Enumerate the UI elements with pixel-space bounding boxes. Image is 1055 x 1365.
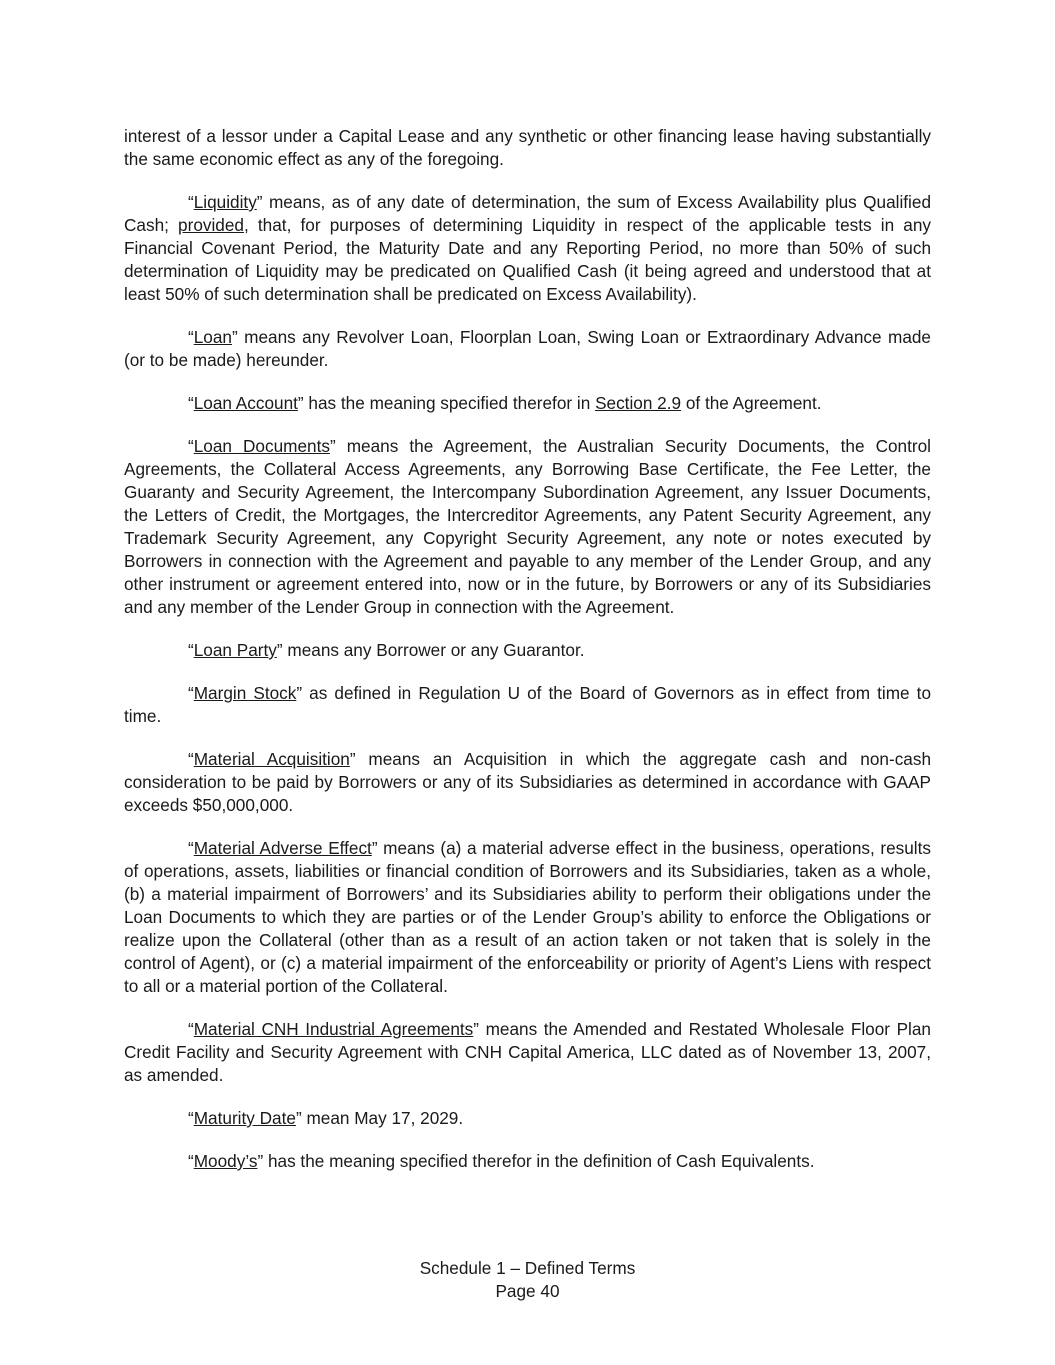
continuation-paragraph: interest of a lessor under a Capital Lease and any synthetic or other financing lease having substantially the same economic effect as any of the foregoing.	[124, 126, 931, 169]
defined-term: Material Adverse Effect	[193, 838, 372, 858]
definition-loan-documents: “Loan Documents” means the Agreement, the Australian Security Documents, the Control Agreements, the Collateral Access Agreements, any Borrowing Base Certificate, the Fee Letter, the Guaranty and Security Agreement, the Intercompany Subordination Agreement, any Issuer Documents, the Letters of Credit, the Mortgages, the Intercreditor Agreements, any Patent Security Agreement, any Trademark Security Agreement, any Copyright Security Agreement, any note or notes executed by Borrowers in connection with the Agreement and payable to any member of the Lender Group, and any other instrument or agreement entered into, now or in the future, by Borrowers or any of its Subsidiaries and any member of the Lender Group in connection with the Agreement.	[124, 436, 931, 617]
provided-proviso: provided	[178, 215, 244, 235]
definition-text: means, as of any date of determination, the sum of Excess Availability plus Qualified Cash;	[124, 192, 931, 235]
definition-text: means (a) a material adverse effect in the business, operations, results of operations, assets, liabilities or financial condition of Borrowers and its Subsidiaries, taken as a whole, (b) a material impairment of Borrowers’ and its Subsidiaries ability to perform their obligations under the Loan Documents to which they are parties or of the Lender Group’s ability to enforce the Obligations or realize upon the Collateral (other than as a result of an action taken or not taken that is solely in the control of Agent), or (c) a material impairment of the enforceability or priority of Agent’s Liens with respect to all or a material portion of the Collateral.	[124, 838, 931, 996]
definition-loan-account: “Loan Account” has the meaning specified therefor in Section 2.9 of the Agreement.	[188, 393, 822, 413]
definition-text: has the meaning specified therefor in the definition of Cash Equivalents.	[263, 1151, 815, 1171]
definition-text: has the meaning specified therefor in	[303, 393, 596, 413]
definition-text: means any Revolver Loan, Floorplan Loan, Swing Loan or Extraordinary Advance made (or to be made) hereunder.	[124, 327, 931, 370]
section-reference: Section 2.9	[595, 393, 682, 413]
definition-text: means the Amended and Restated Wholesale Floor Plan Credit Facility and Security Agreement with CNH Capital America, LLC dated as of November 13, 2007, as amended.	[124, 1019, 931, 1085]
definition-maturity-date: “Maturity Date” mean May 17, 2029.	[188, 1108, 464, 1128]
defined-term: Liquidity	[193, 192, 257, 212]
document-body	[124, 125, 931, 1193]
definition-loan: “Loan” means any Revolver Loan, Floorplan Loan, Swing Loan or Extraordinary Advance made (or to be made) hereunder.	[124, 327, 931, 370]
definition-text: means an Acquisition in which the aggregate cash and non-cash consideration to be paid by Borrowers or any of its Subsidiaries as determined in accordance with GAAP exceeds $50,000,000.	[124, 749, 931, 815]
defined-term: Material CNH Industrial Agreements	[193, 1019, 474, 1039]
definition-liquidity: “Liquidity” means, as of any date of determination, the sum of Excess Availability plus Qualified Cash; provided, that, for purposes of determining Liquidity in respect of the applicable tests in any Financial Covenant Period, the Maturity Date and any Reporting Period, no more than 50% of such determination of Liquidity may be predicated on Qualified Cash (it being agreed and understood that at least 50% of such determination shall be predicated on Excess Availability).	[124, 192, 931, 304]
defined-term: Maturity Date	[193, 1108, 296, 1128]
defined-term: Moody’s	[193, 1151, 258, 1171]
defined-term: Material Acquisition	[193, 749, 350, 769]
defined-term: Margin Stock	[193, 683, 297, 703]
definition-text: of the Agreement.	[681, 393, 822, 413]
definition-text: mean May 17, 2029.	[301, 1108, 464, 1128]
definition-moodys: “Moody’s” has the meaning specified therefor in the definition of Cash Equivalents.	[188, 1151, 815, 1171]
definition-text: means the Agreement, the Australian Security Documents, the Control Agreements, the Collateral Access Agreements, any Borrowing Base Certificate, the Fee Letter, the Guaranty and Security Agreement, the Intercompany Subordination Agreement, any Issuer Documents, the Letters of Credit, the Mortgages, the Intercreditor Agreements, any Patent Security Agreement, any Trademark Security Agreement, any Copyright Security Agreement, any note or notes executed by Borrowers in connection with the Agreement and payable to any member of the Lender Group, and any other instrument or agreement entered into, now or in the future, by Borrowers or any of its Subsidiaries and any member of the Lender Group in connection with the Agreement.	[124, 436, 931, 617]
definition-text: , that, for purposes of determining Liquidity in respect of the applicable tests in any Financial Covenant Period, the Maturity Date and any Reporting Period, no more than 50% of such determination of Liquidity may be predicated on Qualified Cash (it being agreed and understood that at least 50% of such determination shall be predicated on Excess Availability).	[124, 215, 931, 304]
definition-text: as defined in Regulation U of the Board of Governors as in effect from time to time.	[124, 683, 932, 726]
definition-margin-stock: “Margin Stock” as defined in Regulation U of the Board of Governors as in effect from time to time.	[124, 683, 932, 726]
definition-text: means any Borrower or any Guarantor.	[282, 640, 585, 660]
defined-term: Loan Account	[193, 393, 298, 413]
defined-term: Loan Documents	[193, 436, 330, 456]
footer-title: Schedule 1 – Defined Terms	[419, 1258, 636, 1278]
page-number: Page 40	[495, 1281, 560, 1301]
page-footer	[0, 1257, 1055, 1303]
definition-material-cnh-agreements: “Material CNH Industrial Agreements” means the Amended and Restated Wholesale Floor Plan Credit Facility and Security Agreement with CNH Capital America, LLC dated as of November 13, 2007, as amended.	[124, 1019, 931, 1085]
defined-term: Loan	[193, 327, 232, 347]
definition-material-adverse-effect: “Material Adverse Effect” means (a) a material adverse effect in the business, operations, results of operations, assets, liabilities or financial condition of Borrowers and its Subsidiaries, taken as a whole, (b) a material impairment of Borrowers’ and its Subsidiaries ability to perform their obligations under the Loan Documents to which they are parties or of the Lender Group’s ability to enforce the Obligations or realize upon the Collateral (other than as a result of an action taken or not taken that is solely in the control of Agent), or (c) a material impairment of the enforceability or priority of Agent’s Liens with respect to all or a material portion of the Collateral.	[124, 838, 931, 996]
defined-term: Loan Party	[193, 640, 277, 660]
definition-material-acquisition: “Material Acquisition” means an Acquisition in which the aggregate cash and non-cash consideration to be paid by Borrowers or any of its Subsidiaries as determined in accordance with GAAP exceeds $50,000,000.	[124, 749, 931, 815]
definition-loan-party: “Loan Party” means any Borrower or any Guarantor.	[188, 640, 585, 660]
